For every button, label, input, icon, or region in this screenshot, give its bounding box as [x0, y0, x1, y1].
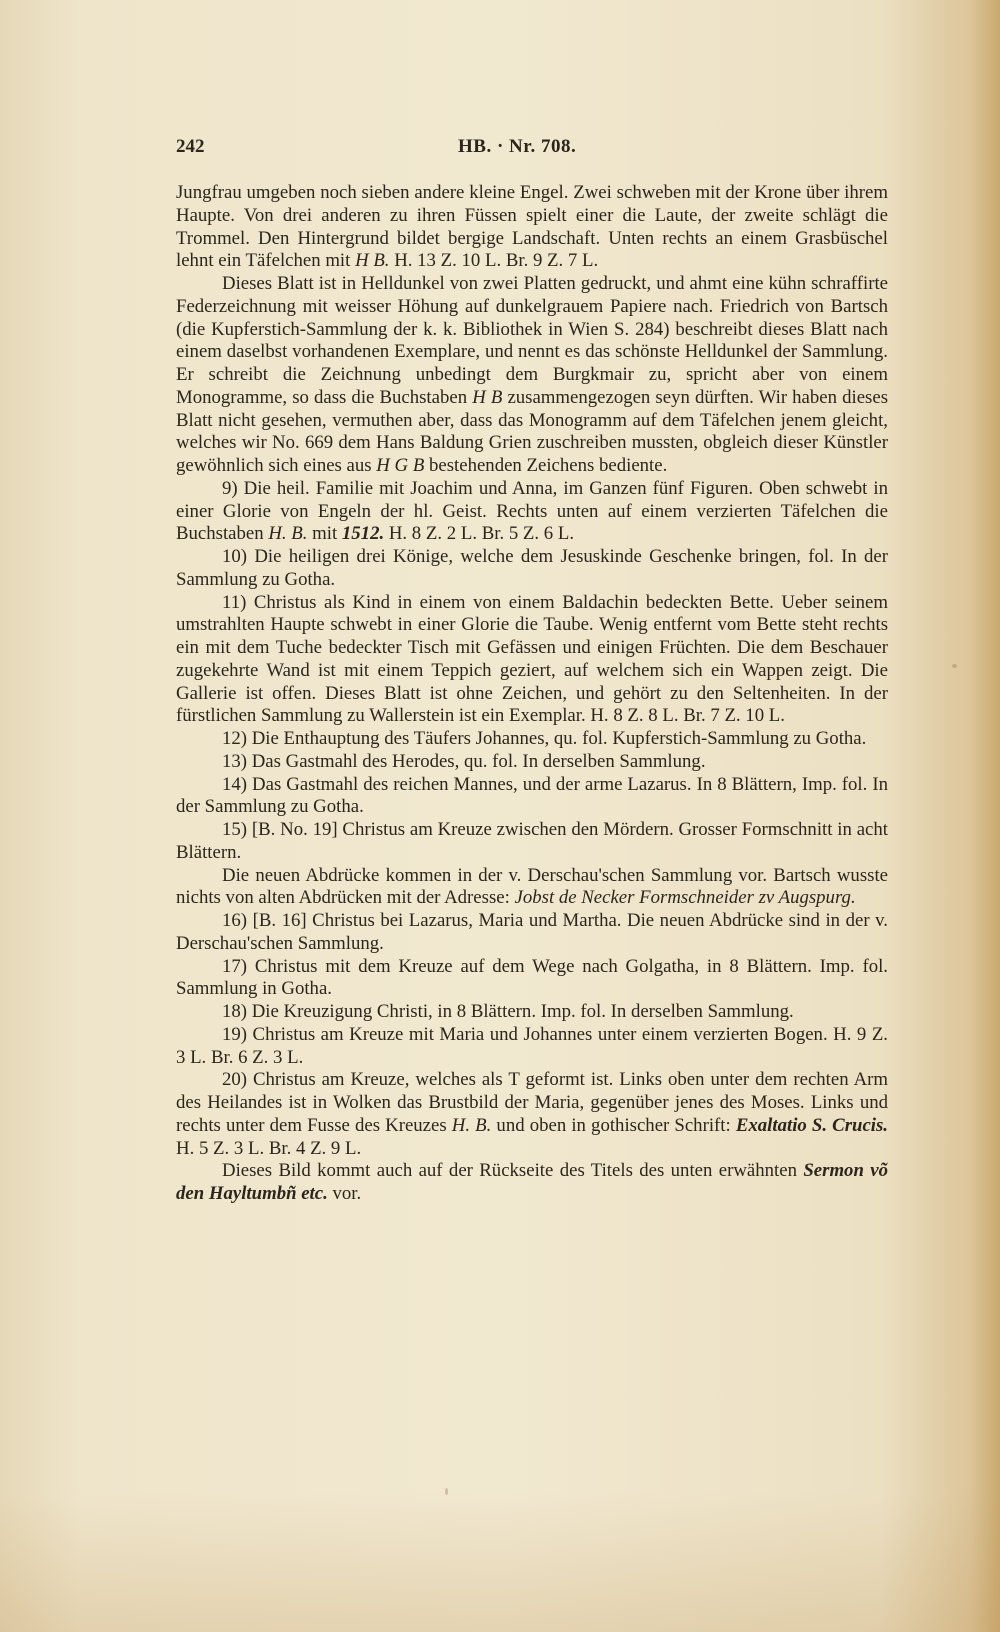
page-number: 242 [176, 136, 205, 157]
paper-stain [952, 664, 957, 668]
paragraph-continuation: Jungfrau umgeben noch sieben andere kleine Engel. Zwei schweben mit der Krone über ihrem Haupte. Von drei anderen zu ihren Füssen spielt einer die Laute, der zweite schlägt die Trommel. Den Hintergrund bildet bergige Landschaft. Unten rechts an einem Grasbüschel lehnt ein Täfelchen mit H B. H. 13 Z. 10 L. Br. 9 Z. 7 L. [176, 182, 888, 272]
catalog-entry-18: 18) Die Kreuzigung Christi, in 8 Blättern. Imp. fol. In derselben Sammlung. [222, 1001, 794, 1022]
body-text [176, 182, 888, 1206]
catalog-entry-20: 20) Christus am Kreuze, welches als T geformt ist. Links oben unter dem rechten Arm des Heilandes ist in Wolken das Brustbild der Maria, gegenüber jenes des Moses. Links und rechts unter dem Fusse des Kreuzes H. B. und oben in gothischer Schrift: Exaltatio S. Crucis. H. 5 Z. 3 L. Br. 4 Z. 9 L. [176, 1069, 889, 1159]
catalog-entry-11: 11) Christus als Kind in einem von einem Baldachin bedeckten Bette. Ueber seinem umstrahlten Haupte schwebt in einer Glorie die Taube. Wenig entfernt vom Bette steht rechts ein mit dem Tuche bedeckter Tisch mit Gefässen und einigen Früchten. Die dem Beschauer zugekehrte Wand ist mit einem Teppich geziert, auf welchem sich ein Wappen zeigt. Die Gallerie ist offen. Dieses Blatt ist ohne Zeichen, und gehört zu den Seltenheiten. In der fürstlichen Sammlung zu Wallerstein ist ein Exemplar. H. 8 Z. 8 L. Br. 7 Z. 10 L. [176, 591, 888, 727]
catalog-entry-9: 9) Die heil. Familie mit Joachim und Anna, im Ganzen fünf Figuren. Oben schwebt in einer Glorie von Engeln der hl. Geist. Rechts unten auf einem verzierten Täfelchen die Buchstaben H. B. mit 1512. H. 8 Z. 2 L. Br. 5 Z. 6 L. [176, 477, 888, 545]
paragraph: Dieses Bild kommt auch auf der Rückseite des Titels des unten erwähnten Sermon võ den Hayltumbñ etc. vor. [176, 1160, 888, 1204]
catalog-entry-14: 14) Das Gastmahl des reichen Mannes, und der arme Lazarus. In 8 Blättern, Imp. fol. In der Sammlung zu Gotha. [176, 773, 888, 818]
catalog-entry-19: 19) Christus am Kreuze mit Maria und Johannes unter einem verzierten Bogen. H. 9 Z. 3 L. Br. 6 Z. 3 L. [176, 1023, 888, 1068]
catalog-entry-17: 17) Christus mit dem Kreuze auf dem Wege nach Golgatha, in 8 Blättern. Imp. fol. Sammlung in Gotha. [176, 955, 888, 1000]
paragraph: Die neuen Abdrücke kommen in der v. Derschau'schen Sammlung vor. Bartsch wusste nichts von alten Abdrücken mit der Adresse: Jobst de Necker Formschneider zv Augspurg. [176, 864, 888, 909]
paragraph: Dieses Blatt ist in Helldunkel von zwei Platten gedruckt, und ahmt eine kühn schraffirte Federzeichnung mit weisser Höhung auf dunkelgrauem Papiere nach. Friedrich von Bartsch (die Kupferstich-Sammlung der k. k. Bibliothek in Wien S. 284) beschreibt dieses Blatt nach einem daselbst vorhandenen Exemplare, und nennt es das schönste Helldunkel der Sammlung. Er schreibt die Zeichnung unbedingt dem Burgkmair zu, spricht aber von einem Monogramme, so dass die Buchstaben H B zusammengezogen seyn dürften. Wir haben dieses Blatt nicht gesehen, vermuthen aber, dass das Monogramm auf dem Täfelchen jenem gleicht, welches wir No. 669 dem Hans Baldung Grien zuschreiben mussten, obgleich dieser Künstler gewöhnlich sich eines aus H G B bestehenden Zeichens bediente. [176, 273, 889, 476]
catalog-entry-16: 16) [B. 16] Christus bei Lazarus, Maria und Martha. Die neuen Abdrücke sind in der v. Derschau'schen Sammlung. [176, 910, 888, 954]
catalog-entry-13: 13) Das Gastmahl des Herodes, qu. fol. In derselben Sammlung. [222, 750, 706, 772]
catalog-entry-12: 12) Die Enthauptung des Täufers Johannes, qu. fol. Kupferstich-Sammlung zu Gotha. [222, 728, 867, 749]
catalog-entry-15: 15) [B. No. 19] Christus am Kreuze zwischen den Mördern. Grosser Formschnitt in acht Blättern. [176, 819, 888, 863]
catalog-entry-10: 10) Die heiligen drei Könige, welche dem Jesuskinde Geschenke bringen, fol. In der Sammlung zu Gotha. [176, 546, 888, 590]
page-header [168, 136, 890, 160]
running-head: HB. · Nr. 708. [458, 136, 577, 157]
paper-stain [445, 1488, 448, 1495]
